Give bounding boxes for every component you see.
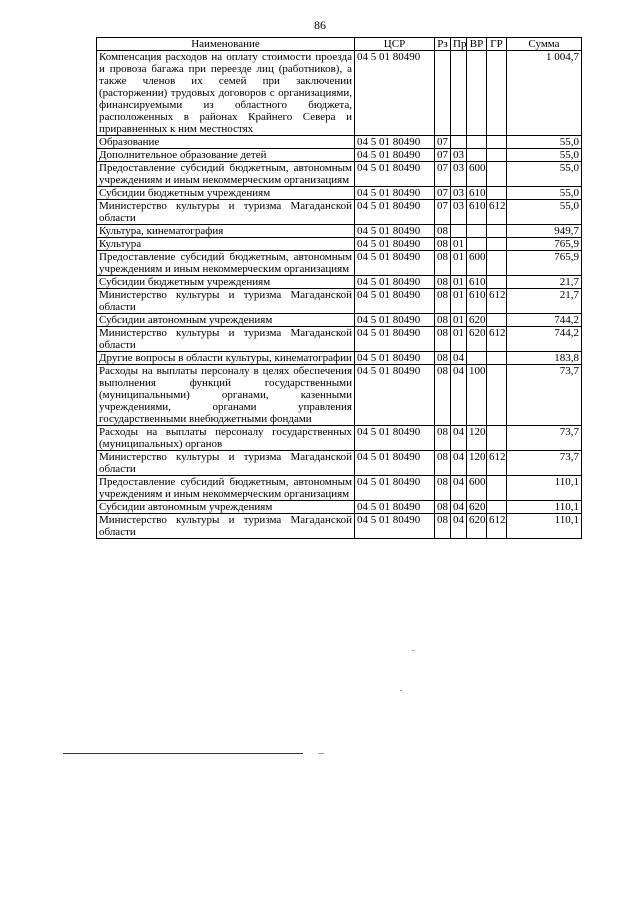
cell-gr (487, 314, 507, 327)
cell-sum: 55,0 (507, 200, 582, 225)
cell-pr: 01 (451, 327, 467, 352)
cell-vr: 620 (467, 314, 487, 327)
cell-pr (451, 136, 467, 149)
cell-vr: 620 (467, 501, 487, 514)
cell-name: Расходы на выплаты персоналу в целях обеспечения выполнения функций государственными (муниципальными) органами, казенными учреждениями, органами управления государственными внебюджетными фондами (97, 365, 355, 426)
cell-gr (487, 225, 507, 238)
cell-gr (487, 162, 507, 187)
cell-csr: 04 5 01 80490 (355, 238, 435, 251)
cell-rz: 08 (435, 501, 451, 514)
cell-pr (451, 51, 467, 136)
cell-name: Предоставление субсидий бюджетным, автономным учреждениям и иным некоммерческим организациям (97, 162, 355, 187)
cell-gr (487, 426, 507, 451)
cell-gr: 612 (487, 200, 507, 225)
table-row (97, 352, 582, 365)
cell-name: Министерство культуры и туризма Магаданской области (97, 451, 355, 476)
cell-gr (487, 187, 507, 200)
cell-sum: 21,7 (507, 289, 582, 314)
budget-table (96, 37, 582, 539)
cell-sum: 110,1 (507, 514, 582, 539)
header-row (97, 38, 582, 51)
scan-speck (400, 690, 402, 691)
scan-speck (318, 753, 324, 754)
table-row (97, 327, 582, 352)
cell-sum: 1 004,7 (507, 51, 582, 136)
cell-csr: 04 5 01 80490 (355, 51, 435, 136)
cell-sum: 744,2 (507, 327, 582, 352)
cell-name: Культура, кинематография (97, 225, 355, 238)
cell-rz: 08 (435, 314, 451, 327)
table-row (97, 501, 582, 514)
cell-rz (435, 51, 451, 136)
cell-pr: 03 (451, 200, 467, 225)
table-row (97, 314, 582, 327)
cell-csr: 04 5 01 80490 (355, 200, 435, 225)
cell-rz: 08 (435, 426, 451, 451)
cell-name: Субсидии автономным учреждениям (97, 314, 355, 327)
cell-csr: 04 5 01 80490 (355, 187, 435, 200)
cell-csr: 04 5 01 80490 (355, 501, 435, 514)
table-row (97, 200, 582, 225)
cell-gr (487, 501, 507, 514)
cell-name: Другие вопросы в области культуры, кинематографии (97, 352, 355, 365)
cell-csr: 04 5 01 80490 (355, 289, 435, 314)
cell-csr: 04 5 01 80490 (355, 365, 435, 426)
cell-vr (467, 225, 487, 238)
table-row (97, 451, 582, 476)
cell-rz: 08 (435, 251, 451, 276)
cell-gr: 612 (487, 289, 507, 314)
cell-csr: 04 5 01 80490 (355, 352, 435, 365)
header-pr: Пр (451, 38, 467, 51)
cell-name: Компенсация расходов на оплату стоимости проезда и провоза багажа при переезде лиц (работников), а также членов их семей при заключении (расторжении) трудовых договоров с организациями, финансируемыми из областного бюджета, расположенных в районах Крайнего Севера и приравненных к ним местностях (97, 51, 355, 136)
cell-pr: 01 (451, 289, 467, 314)
cell-vr: 610 (467, 289, 487, 314)
cell-gr (487, 149, 507, 162)
cell-name: Субсидии бюджетным учреждениям (97, 276, 355, 289)
cell-rz: 07 (435, 162, 451, 187)
cell-rz: 08 (435, 225, 451, 238)
cell-vr: 610 (467, 276, 487, 289)
cell-csr: 04 5 01 80490 (355, 149, 435, 162)
cell-gr (487, 276, 507, 289)
cell-name: Субсидии бюджетным учреждениям (97, 187, 355, 200)
cell-csr: 04 5 01 80490 (355, 162, 435, 187)
table-body (97, 51, 582, 539)
header-vr: ВР (467, 38, 487, 51)
cell-sum: 110,1 (507, 476, 582, 501)
cell-sum: 744,2 (507, 314, 582, 327)
cell-vr: 600 (467, 162, 487, 187)
table-row (97, 162, 582, 187)
cell-sum: 949,7 (507, 225, 582, 238)
cell-vr: 100 (467, 365, 487, 426)
cell-csr: 04 5 01 80490 (355, 327, 435, 352)
cell-vr: 600 (467, 476, 487, 501)
cell-rz: 08 (435, 514, 451, 539)
cell-vr: 620 (467, 327, 487, 352)
cell-name: Предоставление субсидий бюджетным, автономным учреждениям и иным некоммерческим организациям (97, 251, 355, 276)
table-row (97, 51, 582, 136)
cell-vr: 120 (467, 451, 487, 476)
cell-rz: 08 (435, 451, 451, 476)
cell-vr: 120 (467, 426, 487, 451)
cell-rz: 08 (435, 352, 451, 365)
table-row (97, 238, 582, 251)
cell-csr: 04 5 01 80490 (355, 514, 435, 539)
cell-vr: 610 (467, 200, 487, 225)
cell-rz: 07 (435, 200, 451, 225)
cell-sum: 73,7 (507, 365, 582, 426)
table-row (97, 251, 582, 276)
table-row (97, 149, 582, 162)
cell-csr: 04 5 01 80490 (355, 251, 435, 276)
cell-gr (487, 51, 507, 136)
table-row (97, 276, 582, 289)
cell-name: Культура (97, 238, 355, 251)
table-row (97, 365, 582, 426)
cell-rz: 08 (435, 327, 451, 352)
cell-rz: 07 (435, 149, 451, 162)
cell-name: Расходы на выплаты персоналу государственных (муниципальных) органов (97, 426, 355, 451)
cell-vr: 600 (467, 251, 487, 276)
cell-pr: 04 (451, 451, 467, 476)
cell-name: Министерство культуры и туризма Магаданской области (97, 289, 355, 314)
cell-vr (467, 352, 487, 365)
cell-pr: 04 (451, 501, 467, 514)
cell-gr: 612 (487, 327, 507, 352)
cell-pr: 01 (451, 238, 467, 251)
cell-gr: 612 (487, 451, 507, 476)
header-csr: ЦСР (355, 38, 435, 51)
cell-csr: 04 5 01 80490 (355, 225, 435, 238)
cell-csr: 04 5 01 80490 (355, 136, 435, 149)
table-row (97, 289, 582, 314)
cell-sum: 183,8 (507, 352, 582, 365)
cell-sum: 55,0 (507, 187, 582, 200)
cell-csr: 04 5 01 80490 (355, 451, 435, 476)
cell-rz: 08 (435, 289, 451, 314)
cell-sum: 55,0 (507, 162, 582, 187)
cell-vr: 610 (467, 187, 487, 200)
cell-sum: 55,0 (507, 149, 582, 162)
header-sum: Сумма (507, 38, 582, 51)
cell-name: Субсидии автономным учреждениям (97, 501, 355, 514)
cell-pr: 01 (451, 276, 467, 289)
cell-sum: 765,9 (507, 238, 582, 251)
cell-pr: 04 (451, 365, 467, 426)
cell-gr (487, 352, 507, 365)
cell-gr (487, 476, 507, 501)
cell-sum: 21,7 (507, 276, 582, 289)
cell-vr (467, 136, 487, 149)
cell-rz: 08 (435, 365, 451, 426)
cell-pr: 04 (451, 426, 467, 451)
cell-gr: 612 (487, 514, 507, 539)
cell-vr (467, 51, 487, 136)
cell-vr (467, 238, 487, 251)
table-row (97, 136, 582, 149)
page-number: 86 (314, 18, 326, 32)
table-row (97, 514, 582, 539)
cell-gr (487, 251, 507, 276)
cell-rz: 07 (435, 136, 451, 149)
cell-pr: 01 (451, 251, 467, 276)
cell-name: Министерство культуры и туризма Магаданской области (97, 514, 355, 539)
cell-pr: 03 (451, 187, 467, 200)
cell-sum: 110,1 (507, 501, 582, 514)
cell-pr (451, 225, 467, 238)
scan-speck (412, 650, 414, 651)
cell-csr: 04 5 01 80490 (355, 476, 435, 501)
cell-vr (467, 149, 487, 162)
cell-pr: 04 (451, 476, 467, 501)
cell-sum: 73,7 (507, 451, 582, 476)
footnote-rule (63, 753, 303, 754)
header-gr: ГР (487, 38, 507, 51)
cell-name: Предоставление субсидий бюджетным, автономным учреждениям и иным некоммерческим организациям (97, 476, 355, 501)
table-row (97, 225, 582, 238)
cell-rz: 07 (435, 187, 451, 200)
cell-rz: 08 (435, 476, 451, 501)
cell-name: Образование (97, 136, 355, 149)
cell-pr: 01 (451, 314, 467, 327)
header-rz: Рз (435, 38, 451, 51)
cell-sum: 73,7 (507, 426, 582, 451)
cell-sum: 55,0 (507, 136, 582, 149)
cell-name: Министерство культуры и туризма Магаданской области (97, 200, 355, 225)
cell-csr: 04 5 01 80490 (355, 276, 435, 289)
table-row (97, 426, 582, 451)
cell-vr: 620 (467, 514, 487, 539)
cell-csr: 04 5 01 80490 (355, 314, 435, 327)
header-name: Наименование (97, 38, 355, 51)
cell-rz: 08 (435, 238, 451, 251)
cell-sum: 765,9 (507, 251, 582, 276)
cell-name: Министерство культуры и туризма Магаданской области (97, 327, 355, 352)
cell-name: Дополнительное образование детей (97, 149, 355, 162)
table-row (97, 476, 582, 501)
cell-rz: 08 (435, 276, 451, 289)
cell-gr (487, 136, 507, 149)
cell-pr: 04 (451, 514, 467, 539)
cell-gr (487, 238, 507, 251)
cell-pr: 04 (451, 352, 467, 365)
cell-csr: 04 5 01 80490 (355, 426, 435, 451)
cell-pr: 03 (451, 149, 467, 162)
cell-gr (487, 365, 507, 426)
cell-pr: 03 (451, 162, 467, 187)
table-row (97, 187, 582, 200)
